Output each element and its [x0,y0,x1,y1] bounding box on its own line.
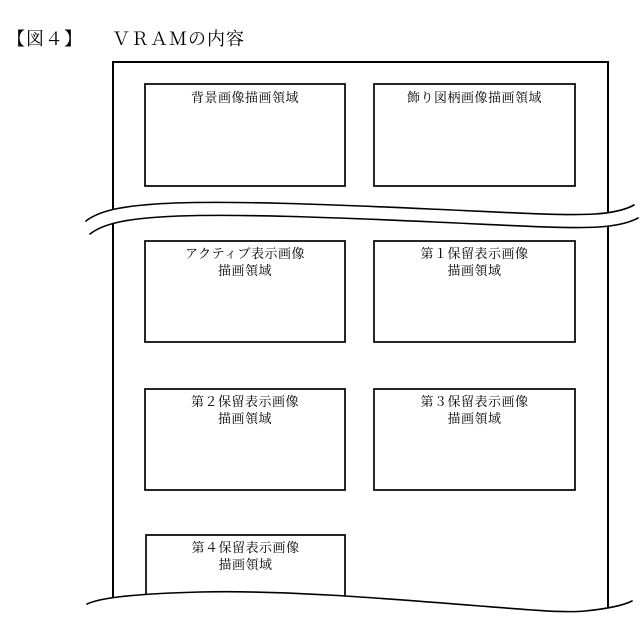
region-label-decoration-pattern-image: 飾り図柄画像描画領域 [406,90,542,105]
region-label-background-image: 背景画像描画領域 [190,90,299,105]
region-label-hold1-display-image: 第１保留表示画像 描画領域 [420,246,529,278]
figure-title: ＶＲＡＭの内容 [112,29,245,49]
region-label-hold3-display-image: 第３保留表示画像 描画領域 [420,394,529,426]
figure-number-label: 【図４】 [7,29,83,49]
region-label-hold4-display-image: 第４保留表示画像 描画領域 [191,540,300,572]
region-label-hold2-display-image: 第２保留表示画像 描画領域 [190,394,299,426]
region-label-active-display-image: アクティブ表示画像 描画領域 [184,246,306,278]
bottom-torn-edge-mask [0,592,640,640]
